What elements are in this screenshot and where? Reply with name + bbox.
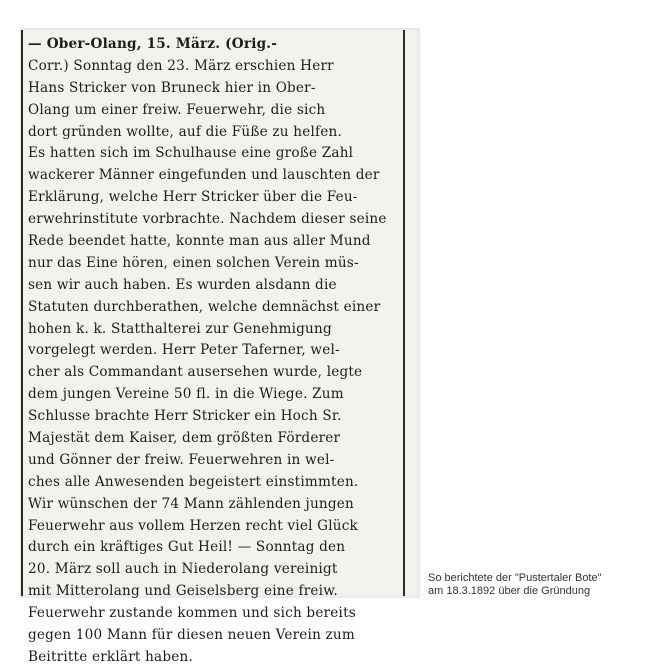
caption-line: am 18.3.1892 über die Gründung <box>428 585 591 597</box>
article-text <box>28 34 400 669</box>
article-line: Feuerwehr zustande kommen und sich bereits <box>28 605 356 622</box>
article-line: hohen k. k. Statthalterei zur Genehmigung <box>28 320 332 337</box>
article-line: Statuten durchberathen, welche demnächst einer <box>28 298 381 315</box>
article-line: Erklärung, welche Herr Stricker über die Feu- <box>28 189 358 206</box>
article-line: durch ein kräftiges Gut Heil! — Sonntag den <box>28 539 346 556</box>
article-line: Es hatten sich im Schulhause eine große Zahl <box>28 145 354 162</box>
article-line: cher als Commandant ausersehen wurde, legte <box>28 364 363 381</box>
column-rule-left <box>21 30 23 596</box>
article-line: erwehrinstitute vorbrachte. Nachdem dieser seine <box>28 211 387 228</box>
article-line: Rede beendet hatte, konnte man aus aller Mund <box>28 233 371 250</box>
article-line: Majestät dem Kaiser, dem größten Förderer <box>28 430 341 447</box>
article-line: gegen 100 Mann für diesen neuen Verein zum <box>28 627 355 644</box>
article-line: und Gönner der freiw. Feuerwehren in wel- <box>28 451 335 468</box>
article-line: dem jungen Vereine 50 fl. in die Wiege. Zum <box>28 386 344 403</box>
article-line: Beitritte erklärt haben. <box>28 648 193 665</box>
article-line: mit Mitterolang und Geiselsberg eine freiw. <box>28 583 338 600</box>
article-line: nur das Eine hören, einen solchen Verein müs- <box>28 254 359 271</box>
article-line: wackerer Männer eingefunden und lauschten der <box>28 167 380 184</box>
article-line: vorgelegt werden. Herr Peter Taferner, wel- <box>28 342 340 359</box>
article-line: Schlusse brachte Herr Stricker ein Hoch Sr. <box>28 408 342 425</box>
article-line: Corr.) Sonntag den 23. März erschien Herr <box>28 57 334 74</box>
article-line: Hans Stricker von Bruneck hier in Ober- <box>28 79 316 96</box>
article-line: Olang um einer freiw. Feuerwehr, die sich <box>28 101 326 118</box>
article-line: sen wir auch haben. Es wurden alsdann die <box>28 276 337 293</box>
article-line: ches alle Anwesenden begeistert einstimmten. <box>28 473 359 490</box>
article-line: — Ober-Olang, 15. März. (Orig.- <box>28 36 278 52</box>
caption-line: So berichtete der "Pustertaler Bote" <box>428 572 602 584</box>
article-line: dort gründen wollte, auf die Füße zu helfen. <box>28 123 342 140</box>
article-line: Feuerwehr aus vollem Herzen recht viel Glück <box>28 517 358 534</box>
column-rule-right <box>403 30 405 596</box>
article-line: 20. März soll auch in Niederolang vereinigt <box>28 561 338 578</box>
article-line: Wir wünschen der 74 Mann zählenden jungen <box>28 495 354 512</box>
photo-caption <box>428 572 658 598</box>
